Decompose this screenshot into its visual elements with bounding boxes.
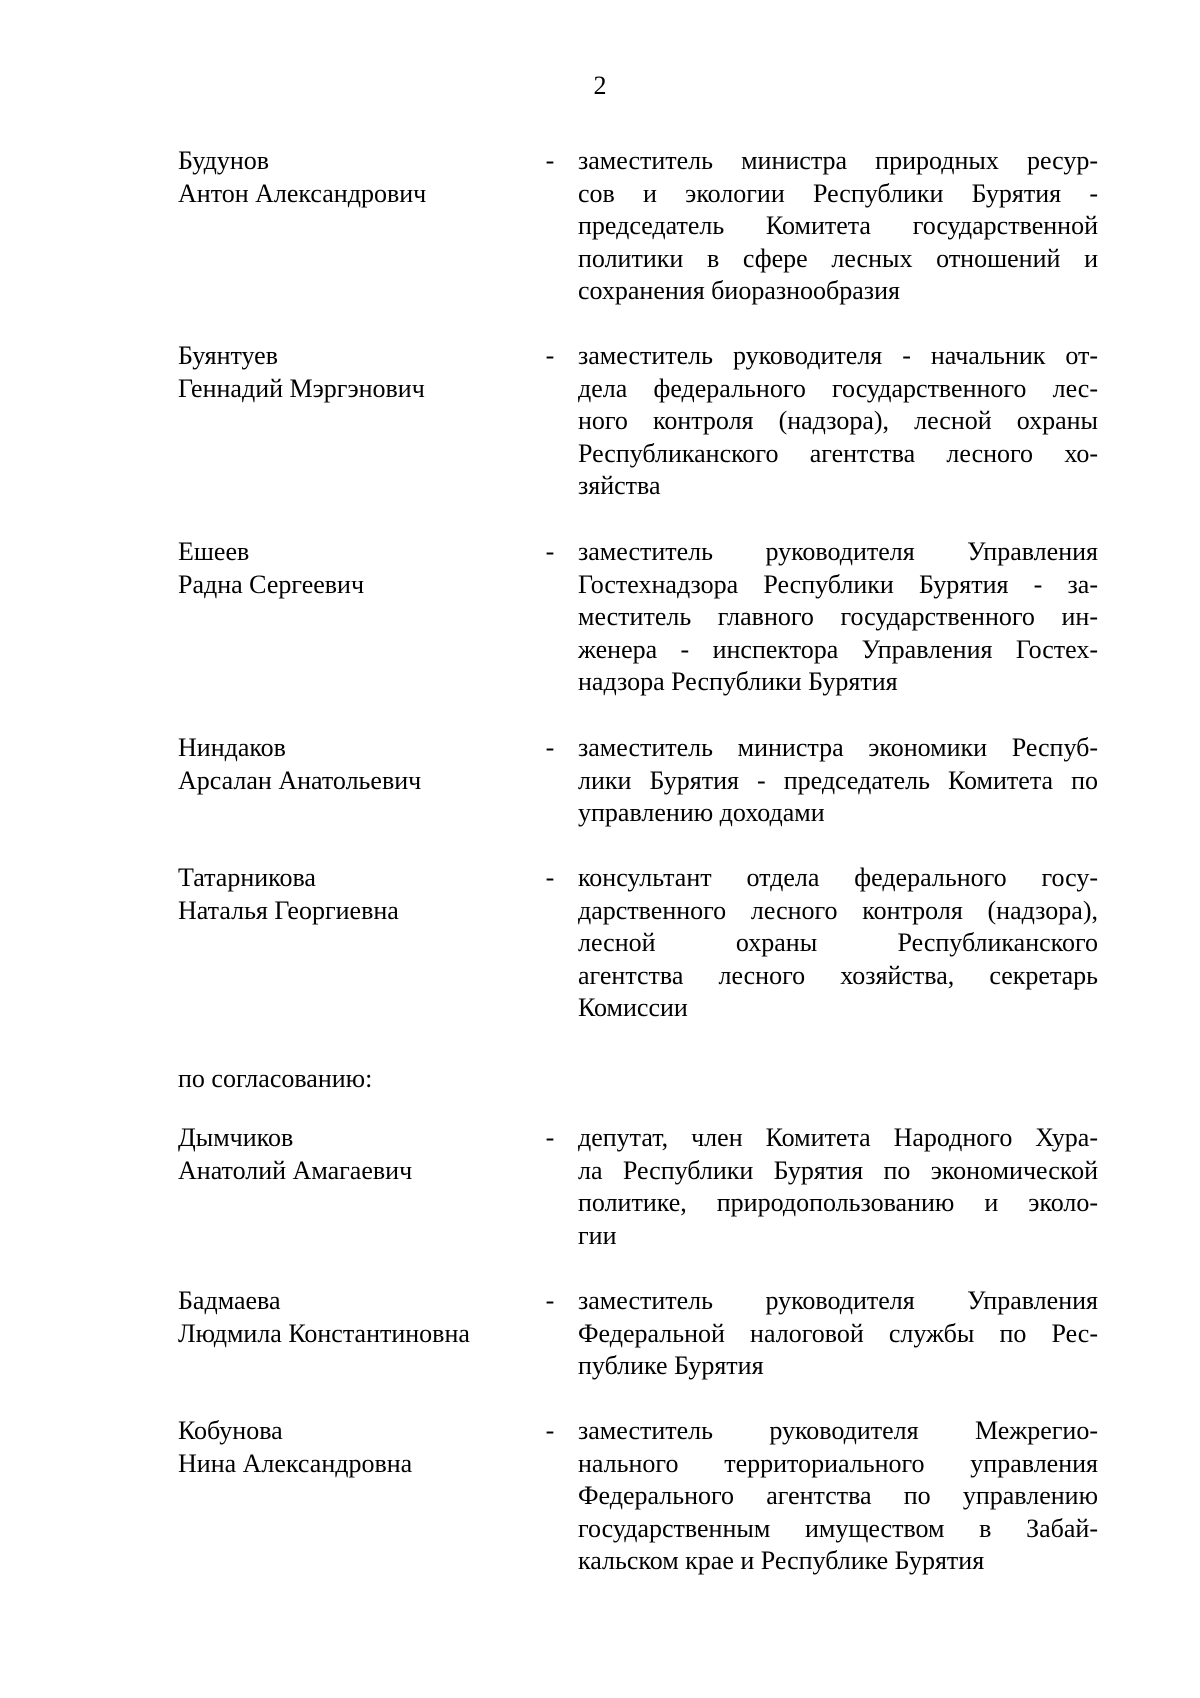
member-position xyxy=(578,732,1098,830)
position-line: лики Бурятия - председатель Комитета по xyxy=(578,765,1098,795)
member-dash: - xyxy=(545,146,555,175)
position-line: председатель Комитета государственной xyxy=(578,211,1098,241)
position-line: Республиканского агентства лесного хо- xyxy=(578,438,1098,468)
member-position xyxy=(578,1415,1098,1578)
position-line: зяйства xyxy=(578,471,661,501)
member-surname: Будунов xyxy=(178,146,270,175)
member-surname: Татарникова xyxy=(178,863,316,892)
member-surname: Буянтуев xyxy=(178,341,279,370)
section-label-by-agreement: по согласованию: xyxy=(178,1064,373,1093)
position-line: Федеральной налоговой службы по Рес- xyxy=(578,1318,1098,1348)
position-line: Комиссии xyxy=(578,993,688,1023)
position-line: дарственного лесного контроля (надзора), xyxy=(578,895,1098,925)
member-dash: - xyxy=(545,863,555,892)
member-position xyxy=(578,862,1098,1025)
position-line: агентства лесного хозяйства, секретарь xyxy=(578,960,1098,990)
position-line: нального территориального управления xyxy=(578,1448,1098,1478)
position-line: заместитель руководителя Управления xyxy=(578,1286,1098,1315)
member-name xyxy=(178,732,538,797)
position-line: лесной охраны Республиканского xyxy=(578,928,1098,958)
position-line: публике Бурятия xyxy=(578,1351,764,1381)
member-name xyxy=(178,862,538,927)
member-given-names: Антон Александрович xyxy=(178,178,427,208)
position-line: заместитель руководителя Управления xyxy=(578,537,1098,566)
member-name xyxy=(178,1285,538,1350)
member-position xyxy=(578,340,1098,503)
position-line: Гостехнадзора Республики Бурятия - за- xyxy=(578,569,1098,599)
position-line: гии xyxy=(578,1220,617,1250)
member-name xyxy=(178,145,538,210)
member-surname: Бадмаева xyxy=(178,1286,281,1315)
member-given-names: Арсалан Анатольевич xyxy=(178,765,422,795)
member-position xyxy=(578,1122,1098,1252)
member-position xyxy=(578,145,1098,308)
position-line: заместитель руководителя - начальник от- xyxy=(578,341,1098,370)
member-surname: Ешеев xyxy=(178,537,250,566)
position-line: депутат, член Комитета Народного Хура- xyxy=(578,1123,1098,1152)
member-position xyxy=(578,536,1098,699)
position-line: ла Республики Бурятия по экономической xyxy=(578,1155,1098,1185)
member-position xyxy=(578,1285,1098,1383)
member-given-names: Геннадий Мэргэнович xyxy=(178,373,425,403)
position-line: государственным имуществом в Забай- xyxy=(578,1513,1098,1543)
position-line: меститель главного государственного ин- xyxy=(578,602,1098,632)
position-line: консультант отдела федерального госу- xyxy=(578,863,1098,892)
position-line: надзора Республики Бурятия xyxy=(578,667,898,697)
position-line: кальском крае и Республике Бурятия xyxy=(578,1546,985,1576)
member-given-names: Анатолий Амагаевич xyxy=(178,1155,413,1185)
member-surname: Кобунова xyxy=(178,1416,283,1445)
member-dash: - xyxy=(545,1123,555,1152)
member-surname: Дымчиков xyxy=(178,1123,294,1152)
position-line: заместитель руководителя Межрегио- xyxy=(578,1416,1098,1445)
position-line: заместитель министра экономики Респуб- xyxy=(578,733,1098,762)
position-line: дела федерального государственного лес- xyxy=(578,373,1098,403)
member-surname: Ниндаков xyxy=(178,733,286,762)
member-given-names: Людмила Константиновна xyxy=(178,1318,470,1348)
member-given-names: Радна Сергеевич xyxy=(178,569,365,599)
position-line: политике, природопользованию и эколо- xyxy=(578,1188,1098,1218)
member-given-names: Наталья Георгиевна xyxy=(178,895,399,925)
member-name xyxy=(178,1415,538,1480)
position-line: Федерального агентства по управлению xyxy=(578,1481,1098,1511)
member-name xyxy=(178,340,538,405)
position-line: сохранения биоразнообразия xyxy=(578,276,900,306)
member-given-names: Нина Александровна xyxy=(178,1448,413,1478)
member-name xyxy=(178,536,538,601)
position-line: заместитель министра природных ресур- xyxy=(578,146,1098,175)
position-line: ного контроля (надзора), лесной охраны xyxy=(578,406,1098,436)
member-dash: - xyxy=(545,537,555,566)
member-dash: - xyxy=(545,1286,555,1315)
member-dash: - xyxy=(545,341,555,370)
position-line: управлению доходами xyxy=(578,798,825,828)
position-line: сов и экологии Республики Бурятия - xyxy=(578,178,1098,208)
position-line: женера - инспектора Управления Гостех- xyxy=(578,634,1098,664)
member-dash: - xyxy=(545,1416,555,1445)
member-name xyxy=(178,1122,538,1187)
position-line: политики в сфере лесных отношений и xyxy=(578,243,1098,273)
member-dash: - xyxy=(545,733,555,762)
page-number: 2 xyxy=(593,71,607,100)
